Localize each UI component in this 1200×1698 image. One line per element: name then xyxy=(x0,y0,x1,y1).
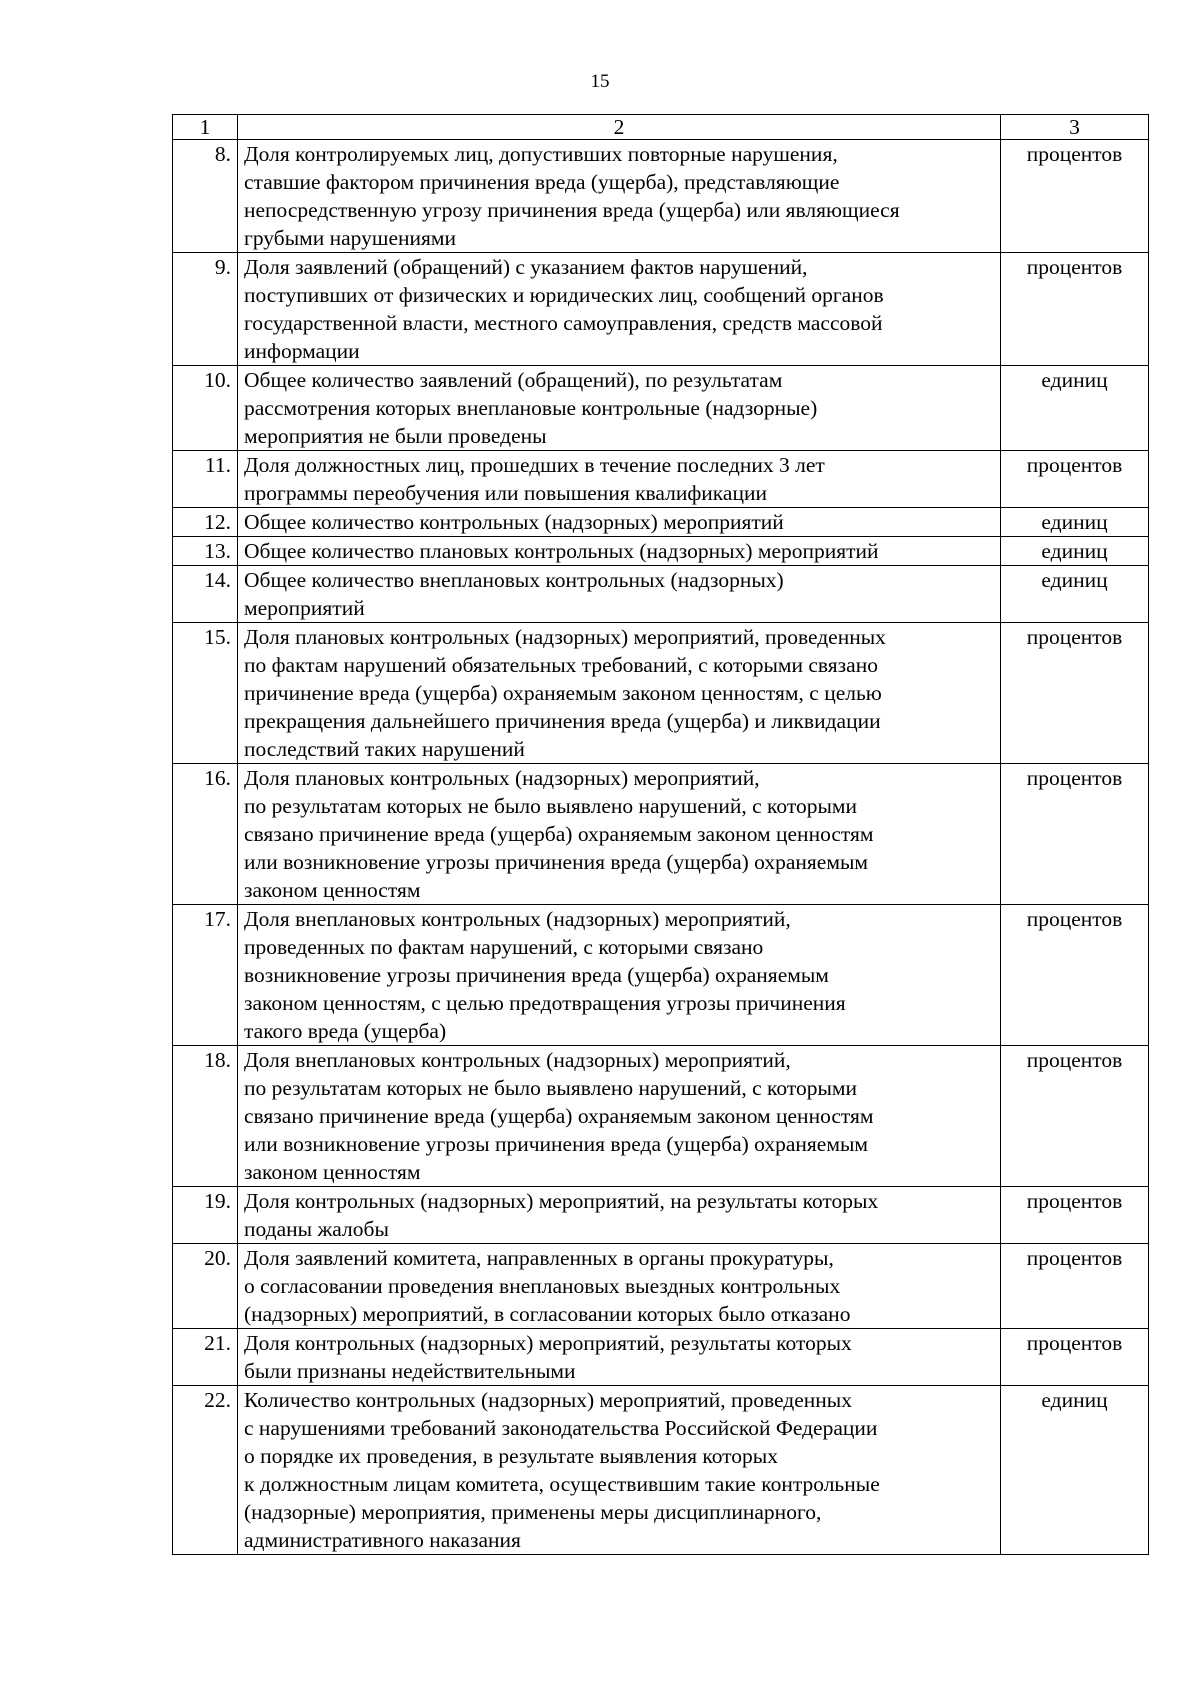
indicator-description-cell xyxy=(238,451,1001,508)
description-line: такого вреда (ущерба) xyxy=(244,1019,447,1043)
description-line: законом ценностям xyxy=(244,1160,421,1184)
table-row xyxy=(173,1046,1149,1187)
row-number-cell: 21. xyxy=(173,1329,238,1386)
description-line: по результатам которых не было выявлено нарушений, с которыми xyxy=(244,1076,858,1100)
row-number-cell: 22. xyxy=(173,1386,238,1555)
table-row xyxy=(173,905,1149,1046)
description-line: или возникновение угрозы причинения вреда (ущерба) охраняемым xyxy=(244,850,869,874)
header-cell-col-2: 2 xyxy=(238,115,1001,140)
description-line: связано причинение вреда (ущерба) охраняемым законом ценностям xyxy=(244,822,874,846)
description-line: поданы жалобы xyxy=(244,1217,389,1241)
unit-cell: процентов xyxy=(1001,1329,1149,1386)
indicator-description-cell xyxy=(238,366,1001,451)
row-number-cell: 14. xyxy=(173,566,238,623)
unit-cell: процентов xyxy=(1001,905,1149,1046)
description-line: или возникновение угрозы причинения вреда (ущерба) охраняемым xyxy=(244,1132,869,1156)
description-line: возникновение угрозы причинения вреда (ущерба) охраняемым xyxy=(244,963,829,987)
description-line: с нарушениями требований законодательства Российской Федерации xyxy=(244,1416,878,1440)
table-header-row xyxy=(173,115,1149,140)
description-line: причинение вреда (ущерба) охраняемым законом ценностям, с целью xyxy=(244,681,882,705)
row-number-cell: 20. xyxy=(173,1244,238,1329)
description-line: Доля заявлений (обращений) с указанием фактов нарушений, xyxy=(244,255,808,279)
description-line: грубыми нарушениями xyxy=(244,226,456,250)
row-number-cell: 11. xyxy=(173,451,238,508)
description-line: были признаны недействительными xyxy=(244,1359,576,1383)
description-line: Доля плановых контрольных (надзорных) мероприятий, xyxy=(244,766,760,790)
table-row xyxy=(173,1386,1149,1555)
unit-cell: процентов xyxy=(1001,451,1149,508)
description-line: Количество контрольных (надзорных) мероприятий, проведенных xyxy=(244,1388,852,1412)
description-line: Доля контрольных (надзорных) мероприятий, результаты которых xyxy=(244,1331,852,1355)
description-line: Доля должностных лиц, прошедших в течение последних 3 лет xyxy=(244,453,825,477)
description-line: (надзорные) мероприятия, применены меры дисциплинарного, xyxy=(244,1500,822,1524)
row-number-cell: 10. xyxy=(173,366,238,451)
description-line: мероприятий xyxy=(244,596,365,620)
indicator-description-cell xyxy=(238,253,1001,366)
table-row xyxy=(173,1187,1149,1244)
description-line: к должностным лицам комитета, осуществившим такие контрольные xyxy=(244,1472,880,1496)
indicators-table xyxy=(172,114,1149,1555)
description-line: прекращения дальнейшего причинения вреда (ущерба) и ликвидации xyxy=(244,709,881,733)
table-row xyxy=(173,764,1149,905)
description-line: законом ценностям, с целью предотвращения угрозы причинения xyxy=(244,991,846,1015)
row-number-cell: 16. xyxy=(173,764,238,905)
description-line: Общее количество заявлений (обращений), по результатам xyxy=(244,368,783,392)
description-line: Общее количество внеплановых контрольных (надзорных) xyxy=(244,568,784,592)
indicator-description-cell xyxy=(238,623,1001,764)
indicator-description-cell xyxy=(238,140,1001,253)
description-line: Общее количество плановых контрольных (надзорных) мероприятий xyxy=(244,539,879,563)
description-line: Доля контрольных (надзорных) мероприятий, на результаты которых xyxy=(244,1189,879,1213)
unit-cell: процентов xyxy=(1001,140,1149,253)
description-line: проведенных по фактам нарушений, с которыми связано xyxy=(244,935,764,959)
indicator-description-cell xyxy=(238,1329,1001,1386)
row-number-cell: 18. xyxy=(173,1046,238,1187)
unit-cell: единиц xyxy=(1001,1386,1149,1555)
row-number-cell: 12. xyxy=(173,508,238,537)
description-line: последствий таких нарушений xyxy=(244,737,525,761)
unit-cell: процентов xyxy=(1001,253,1149,366)
indicator-description-cell xyxy=(238,764,1001,905)
description-line: непосредственную угрозу причинения вреда (ущерба) или являющиеся xyxy=(244,198,900,222)
unit-cell: процентов xyxy=(1001,1046,1149,1187)
description-line: Доля внеплановых контрольных (надзорных) мероприятий, xyxy=(244,907,791,931)
unit-cell: единиц xyxy=(1001,537,1149,566)
table-row xyxy=(173,537,1149,566)
description-line: Общее количество контрольных (надзорных) мероприятий xyxy=(244,510,784,534)
row-number-cell: 17. xyxy=(173,905,238,1046)
header-cell-col-3: 3 xyxy=(1001,115,1149,140)
indicator-description-cell xyxy=(238,566,1001,623)
indicator-description-cell xyxy=(238,537,1001,566)
unit-cell: процентов xyxy=(1001,623,1149,764)
unit-cell: единиц xyxy=(1001,566,1149,623)
description-line: Доля заявлений комитета, направленных в органы прокуратуры, xyxy=(244,1246,834,1270)
table-row xyxy=(173,623,1149,764)
description-line: о порядке их проведения, в результате выявления которых xyxy=(244,1444,778,1468)
indicator-description-cell xyxy=(238,1187,1001,1244)
description-line: ставшие фактором причинения вреда (ущерба), представляющие xyxy=(244,170,840,194)
indicator-description-cell xyxy=(238,508,1001,537)
description-line: мероприятия не были проведены xyxy=(244,424,547,448)
description-line: поступивших от физических и юридических лиц, сообщений органов xyxy=(244,283,884,307)
table-row xyxy=(173,366,1149,451)
indicator-description-cell xyxy=(238,1386,1001,1555)
unit-cell: процентов xyxy=(1001,764,1149,905)
description-line: (надзорных) мероприятий, в согласовании которых было отказано xyxy=(244,1302,851,1326)
row-number-cell: 9. xyxy=(173,253,238,366)
indicator-description-cell xyxy=(238,905,1001,1046)
description-line: Доля плановых контрольных (надзорных) мероприятий, проведенных xyxy=(244,625,886,649)
indicator-description-cell xyxy=(238,1046,1001,1187)
page-number: 15 xyxy=(590,71,610,92)
unit-cell: процентов xyxy=(1001,1187,1149,1244)
table-row xyxy=(173,253,1149,366)
description-line: Доля контролируемых лиц, допустивших повторные нарушения, xyxy=(244,142,838,166)
indicator-description-cell xyxy=(238,1244,1001,1329)
unit-cell: процентов xyxy=(1001,1244,1149,1329)
header-cell-col-1: 1 xyxy=(173,115,238,140)
table-row xyxy=(173,1244,1149,1329)
table-row xyxy=(173,140,1149,253)
unit-cell: единиц xyxy=(1001,508,1149,537)
table-row xyxy=(173,451,1149,508)
description-line: государственной власти, местного самоуправления, средств массовой xyxy=(244,311,883,335)
unit-cell: единиц xyxy=(1001,366,1149,451)
description-line: рассмотрения которых внеплановые контрольные (надзорные) xyxy=(244,396,818,420)
table-row xyxy=(173,566,1149,623)
description-line: по результатам которых не было выявлено нарушений, с которыми xyxy=(244,794,858,818)
description-line: законом ценностям xyxy=(244,878,421,902)
description-line: Доля внеплановых контрольных (надзорных) мероприятий, xyxy=(244,1048,791,1072)
description-line: связано причинение вреда (ущерба) охраняемым законом ценностям xyxy=(244,1104,874,1128)
table-row xyxy=(173,508,1149,537)
row-number-cell: 15. xyxy=(173,623,238,764)
row-number-cell: 13. xyxy=(173,537,238,566)
description-line: по фактам нарушений обязательных требований, с которыми связано xyxy=(244,653,878,677)
description-line: программы переобучения или повышения квалификации xyxy=(244,481,767,505)
row-number-cell: 8. xyxy=(173,140,238,253)
description-line: о согласовании проведения внеплановых выездных контрольных xyxy=(244,1274,841,1298)
description-line: административного наказания xyxy=(244,1528,521,1552)
row-number-cell: 19. xyxy=(173,1187,238,1244)
description-line: информации xyxy=(244,339,360,363)
table-row xyxy=(173,1329,1149,1386)
